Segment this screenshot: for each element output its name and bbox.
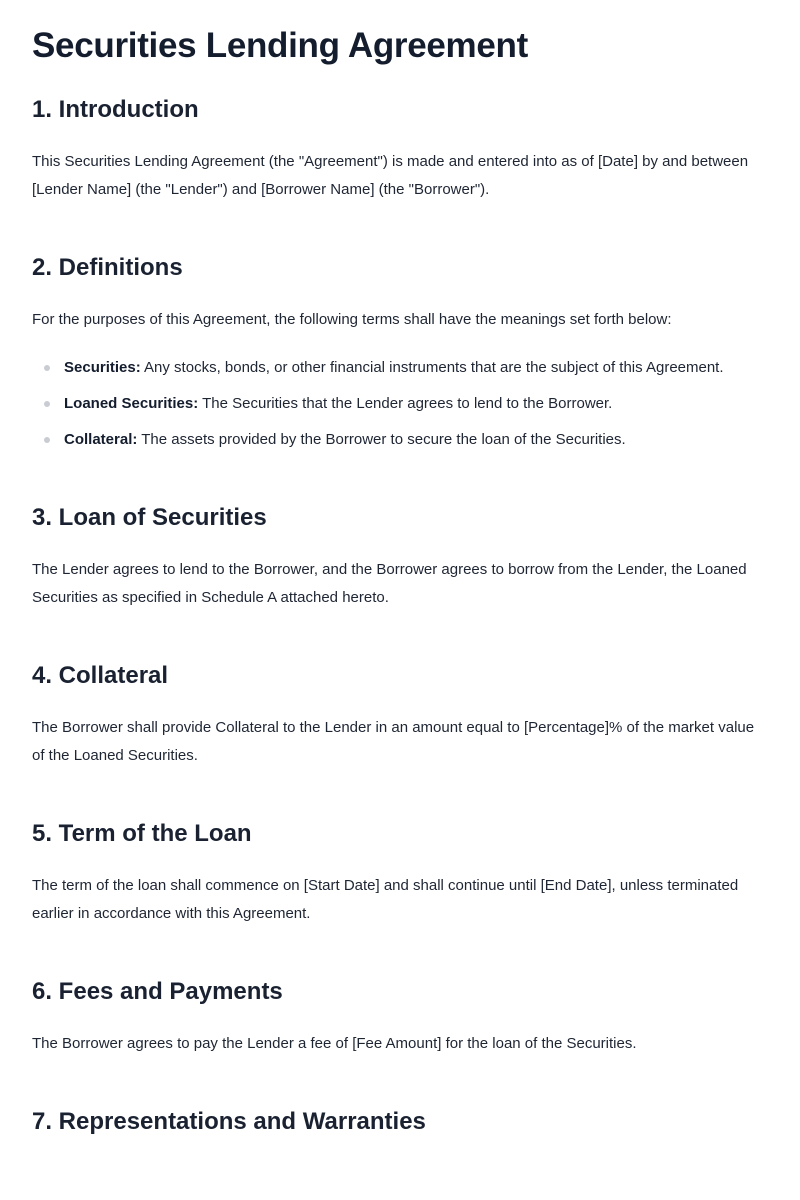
section-representations-warranties (32, 1106, 768, 1138)
section-definitions (32, 252, 768, 453)
section-paragraph: For the purposes of this Agreement, the following terms shall have the meanings set forth below: (32, 311, 672, 328)
section-heading: 7. Representations and Warranties (32, 1108, 426, 1135)
definition-term: Loaned Securities: (64, 395, 199, 412)
list-item (32, 427, 768, 453)
section-heading: 5. Term of the Loan (32, 820, 252, 847)
definition-term: Collateral: (64, 431, 138, 448)
section-heading: 3. Loan of Securities (32, 504, 267, 531)
section-loan-of-securities (32, 502, 768, 612)
section-term-of-loan (32, 818, 768, 928)
section-paragraph: The Lender agrees to lend to the Borrower, and the Borrower agrees to borrow from the Lender, the Loaned Securities as specified in Schedule A attached hereto. (32, 561, 747, 606)
bullet-icon (44, 401, 50, 407)
section-heading: 1. Introduction (32, 96, 199, 123)
bullet-icon (44, 365, 50, 371)
section-paragraph: The Borrower shall provide Collateral to the Lender in an amount equal to [Percentage]% of the market value of the Loaned Securities. (32, 719, 755, 764)
definition-text: The assets provided by the Borrower to secure the loan of the Securities. (141, 431, 626, 448)
section-introduction (32, 94, 768, 204)
section-paragraph: This Securities Lending Agreement (the "Agreement") is made and entered into as of [Date] by and between [Lender Name] (the "Lender") and [Borrower Name] (the "Borrower"). (32, 153, 749, 198)
definitions-list (32, 355, 768, 453)
list-item (32, 391, 768, 417)
section-heading: 4. Collateral (32, 662, 169, 689)
list-item (32, 355, 768, 381)
section-collateral (32, 660, 768, 770)
section-paragraph: The Borrower agrees to pay the Lender a fee of [Fee Amount] for the loan of the Securities. (32, 1035, 637, 1052)
definition-text: The Securities that the Lender agrees to lend to the Borrower. (202, 395, 613, 412)
section-heading: 6. Fees and Payments (32, 978, 283, 1005)
section-fees-and-payments (32, 976, 768, 1058)
document-title: Securities Lending Agreement (32, 26, 528, 65)
bullet-icon (44, 437, 50, 443)
section-paragraph: The term of the loan shall commence on [Start Date] and shall continue until [End Date], unless terminated earlier in accordance with this Agreement. (32, 877, 739, 922)
definition-term: Securities: (64, 359, 141, 376)
definition-text: Any stocks, bonds, or other financial instruments that are the subject of this Agreement. (144, 359, 724, 376)
section-heading: 2. Definitions (32, 254, 183, 281)
